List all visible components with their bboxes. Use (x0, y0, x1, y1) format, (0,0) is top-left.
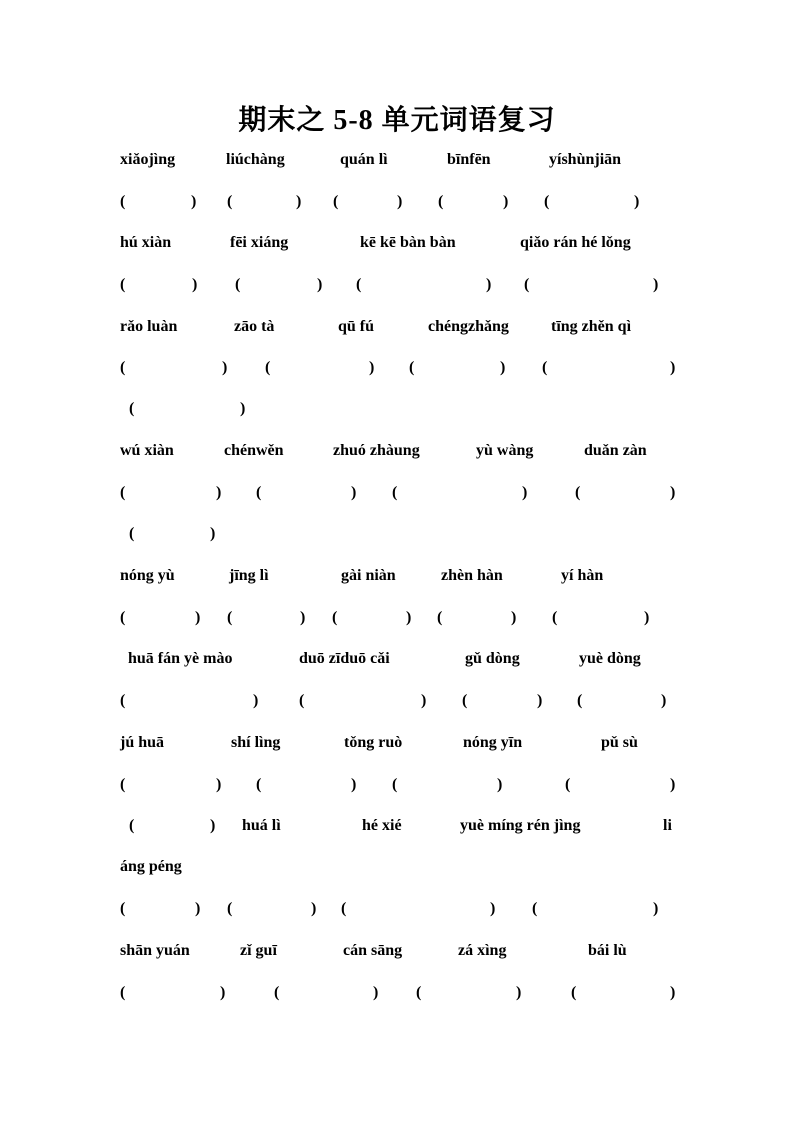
pinyin-word: kē kē bàn bàn (360, 234, 456, 251)
open-paren: ( (299, 692, 305, 709)
answer-blank[interactable] (299, 691, 429, 711)
answer-blank[interactable] (274, 983, 381, 1003)
close-paren: ) (192, 276, 198, 293)
pinyin-word: shān yuán (120, 942, 190, 959)
answer-blank[interactable] (227, 899, 319, 919)
close-paren: ) (210, 817, 216, 834)
answer-blank[interactable] (235, 275, 325, 295)
answer-blank[interactable] (356, 275, 494, 295)
open-paren: ( (120, 276, 126, 293)
answer-blank[interactable] (120, 899, 203, 919)
close-paren: ) (191, 193, 197, 210)
pinyin-word: bái lù (588, 942, 627, 959)
close-paren: ) (351, 484, 357, 501)
pinyin-word: tīng zhěn qì (551, 318, 632, 335)
pinyin-word: gài niàn (341, 567, 396, 584)
open-paren: ( (438, 193, 444, 210)
pinyin-word: bīnfēn (447, 151, 491, 168)
close-paren: ) (195, 609, 201, 626)
close-paren: ) (653, 900, 659, 917)
close-paren: ) (210, 525, 216, 542)
pinyin-word: hú xiàn (120, 234, 172, 251)
open-paren: ( (356, 276, 362, 293)
open-paren: ( (256, 484, 262, 501)
pinyin-word: jú huā (120, 734, 165, 751)
answer-blank[interactable] (565, 775, 678, 795)
pinyin-word: tǒng ruò (344, 734, 403, 751)
close-paren: ) (369, 359, 375, 376)
open-paren: ( (120, 984, 126, 1001)
open-paren: ( (235, 276, 241, 293)
pinyin-word: rǎo luàn (120, 318, 178, 335)
open-paren: ( (437, 609, 443, 626)
answer-blank[interactable] (524, 275, 661, 295)
answer-blank[interactable] (120, 275, 200, 295)
open-paren: ( (392, 776, 398, 793)
open-paren: ( (532, 900, 538, 917)
open-paren: ( (227, 900, 233, 917)
answer-blank[interactable] (462, 691, 545, 711)
answer-blank[interactable] (227, 608, 308, 628)
close-paren: ) (296, 193, 302, 210)
open-paren: ( (552, 609, 558, 626)
answer-blank[interactable] (437, 608, 519, 628)
close-paren: ) (670, 359, 676, 376)
open-paren: ( (120, 193, 126, 210)
close-paren: ) (240, 400, 246, 417)
close-paren: ) (653, 276, 659, 293)
pinyin-word: fēi xiáng (230, 234, 289, 251)
close-paren: ) (195, 900, 201, 917)
open-paren: ( (462, 692, 468, 709)
open-paren: ( (120, 359, 126, 376)
open-paren: ( (565, 776, 571, 793)
pinyin-word: yù wàng (476, 442, 534, 459)
close-paren: ) (537, 692, 543, 709)
answer-blank[interactable] (256, 483, 359, 503)
close-paren: ) (406, 609, 412, 626)
pinyin-word: qiǎo rán hé lǒng (520, 234, 631, 251)
answer-blank[interactable] (120, 358, 230, 378)
answer-blank[interactable] (129, 524, 218, 544)
page-title: 期末之 5-8 单元词语复习 (238, 105, 556, 136)
pinyin-word: liúchàng (226, 151, 285, 168)
open-paren: ( (542, 359, 548, 376)
pinyin-word: quán lì (340, 151, 388, 168)
pinyin-word: jīng lì (229, 567, 269, 584)
pinyin-word: yuè míng rén jìng (460, 817, 581, 834)
pinyin-word: shí lìng (231, 734, 281, 751)
pinyin-word: zǐ guī (240, 942, 277, 959)
open-paren: ( (575, 484, 581, 501)
answer-blank[interactable] (227, 192, 304, 212)
answer-blank[interactable] (256, 775, 359, 795)
close-paren: ) (300, 609, 306, 626)
open-paren: ( (265, 359, 271, 376)
answer-blank[interactable] (265, 358, 377, 378)
open-paren: ( (227, 609, 233, 626)
open-paren: ( (129, 400, 135, 417)
close-paren: ) (220, 984, 226, 1001)
open-paren: ( (524, 276, 530, 293)
pinyin-word: yíshùnjiān (549, 151, 622, 168)
answer-blank[interactable] (120, 483, 224, 503)
open-paren: ( (392, 484, 398, 501)
open-paren: ( (333, 193, 339, 210)
close-paren: ) (670, 484, 676, 501)
open-paren: ( (544, 193, 550, 210)
answer-blank[interactable] (552, 608, 652, 628)
answer-blank[interactable] (333, 192, 405, 212)
pinyin-word: nóng yīn (463, 734, 523, 751)
pinyin-word: huá lì (242, 817, 281, 834)
answer-blank[interactable] (544, 192, 642, 212)
answer-blank[interactable] (577, 691, 669, 711)
open-paren: ( (416, 984, 422, 1001)
open-paren: ( (227, 193, 233, 210)
pinyin-word: chéngzhǎng (428, 318, 509, 335)
pinyin-word: wú xiàn (120, 442, 174, 459)
pinyin-word: cán sāng (343, 942, 403, 959)
answer-blank[interactable] (120, 983, 228, 1003)
open-paren: ( (129, 525, 135, 542)
close-paren: ) (490, 900, 496, 917)
open-paren: ( (120, 609, 126, 626)
pinyin-word: zá xìng (458, 942, 507, 959)
open-paren: ( (571, 984, 577, 1001)
close-paren: ) (497, 776, 503, 793)
answer-blank[interactable] (120, 691, 261, 711)
answer-blank[interactable] (392, 775, 505, 795)
close-paren: ) (634, 193, 640, 210)
close-paren: ) (486, 276, 492, 293)
close-paren: ) (253, 692, 259, 709)
answer-blank[interactable] (575, 483, 678, 503)
close-paren: ) (516, 984, 522, 1001)
pinyin-word: duǎn zàn (584, 442, 647, 459)
pinyin-word: xiǎojìng (120, 151, 176, 168)
answer-blank[interactable] (416, 983, 524, 1003)
open-paren: ( (341, 900, 347, 917)
open-paren: ( (120, 484, 126, 501)
close-paren: ) (661, 692, 667, 709)
answer-blank[interactable] (532, 899, 661, 919)
close-paren: ) (311, 900, 317, 917)
close-paren: ) (373, 984, 379, 1001)
answer-blank[interactable] (341, 899, 498, 919)
pinyin-word: gǔ dòng (465, 650, 520, 667)
open-paren: ( (120, 776, 126, 793)
pinyin-word: hé xié (362, 817, 402, 834)
close-paren: ) (522, 484, 528, 501)
pinyin-word: nóng yù (120, 567, 175, 584)
answer-blank[interactable] (571, 983, 678, 1003)
close-paren: ) (421, 692, 427, 709)
answer-blank[interactable] (392, 483, 530, 503)
open-paren: ( (256, 776, 262, 793)
close-paren: ) (670, 776, 676, 793)
close-paren: ) (222, 359, 228, 376)
answer-blank[interactable] (129, 816, 218, 836)
close-paren: ) (216, 484, 222, 501)
answer-blank[interactable] (332, 608, 414, 628)
answer-blank[interactable] (120, 775, 224, 795)
open-paren: ( (332, 609, 338, 626)
close-paren: ) (644, 609, 650, 626)
answer-blank[interactable] (542, 358, 678, 378)
pinyin-word: zhèn hàn (441, 567, 503, 584)
pinyin-word: huā fán yè mào (128, 650, 233, 667)
pinyin-word: pǔ sù (601, 734, 638, 751)
close-paren: ) (503, 193, 509, 210)
pinyin-word: yí hàn (561, 567, 604, 584)
open-paren: ( (274, 984, 280, 1001)
pinyin-word: zāo tà (234, 318, 275, 335)
close-paren: ) (670, 984, 676, 1001)
close-paren: ) (317, 276, 323, 293)
answer-blank[interactable] (129, 399, 248, 419)
close-paren: ) (511, 609, 517, 626)
answer-blank[interactable] (409, 358, 508, 378)
answer-blank[interactable] (120, 608, 203, 628)
open-paren: ( (577, 692, 583, 709)
pinyin-word: zhuó zhàung (333, 442, 420, 459)
open-paren: ( (129, 817, 135, 834)
close-paren: ) (351, 776, 357, 793)
answer-blank[interactable] (438, 192, 511, 212)
answer-blank[interactable] (120, 192, 199, 212)
open-paren: ( (120, 900, 126, 917)
pinyin-word: duō zīduō cǎi (299, 650, 390, 667)
pinyin-word: li (663, 817, 672, 834)
pinyin-word: qū fú (338, 318, 375, 335)
close-paren: ) (397, 193, 403, 210)
open-paren: ( (120, 692, 126, 709)
close-paren: ) (216, 776, 222, 793)
pinyin-word: chénwěn (224, 442, 284, 459)
pinyin-word: yuè dòng (579, 650, 641, 667)
close-paren: ) (500, 359, 506, 376)
pinyin-word: áng péng (120, 858, 182, 875)
open-paren: ( (409, 359, 415, 376)
